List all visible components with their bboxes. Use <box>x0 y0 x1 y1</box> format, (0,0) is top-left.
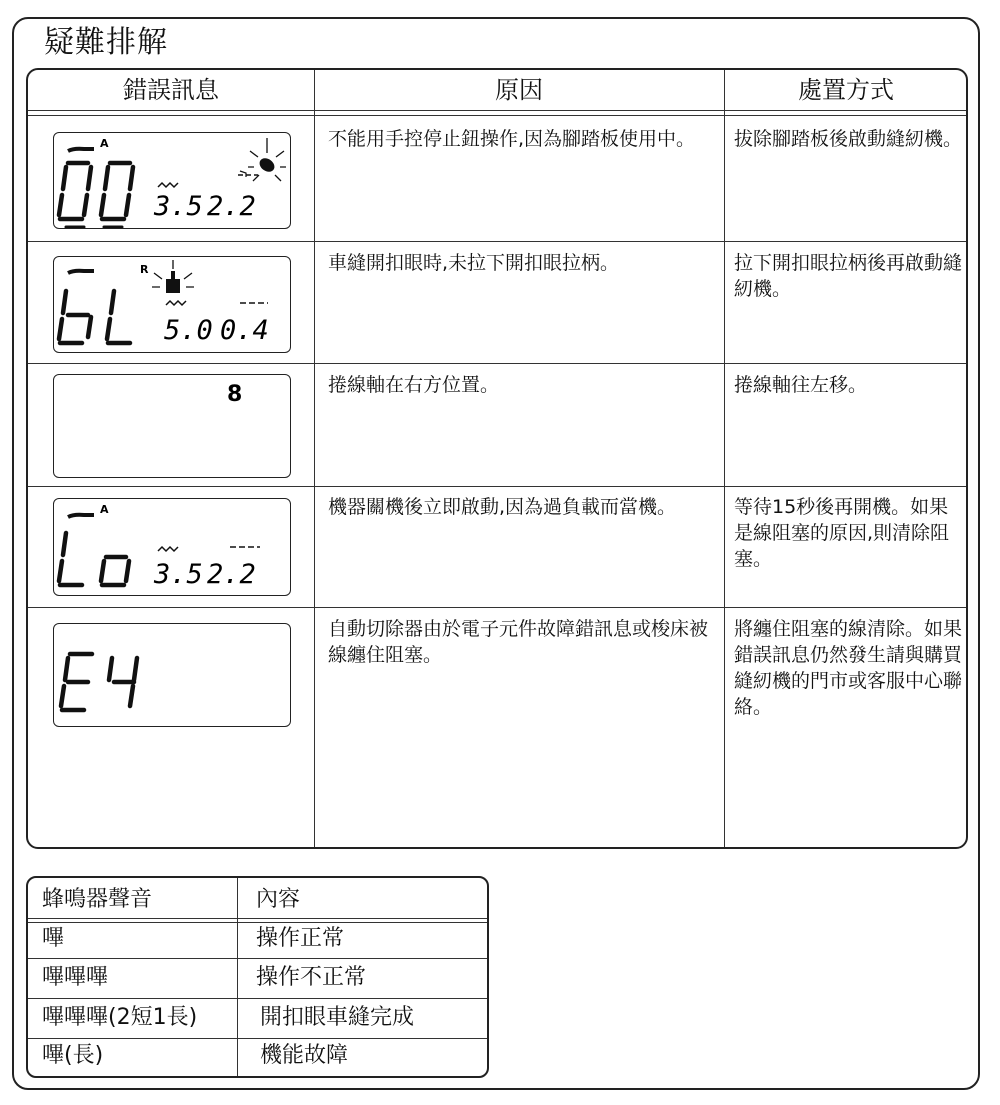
lcd-display-lo <box>53 498 291 596</box>
row-divider <box>28 607 966 608</box>
lcd-display-bobbin <box>53 374 291 478</box>
lcd-value: 3.5 <box>154 191 203 222</box>
buzzer-content-cell: 操作正常 <box>256 926 345 951</box>
solution-text: 拔除腳踏板後啟動縫紉機。 <box>734 128 963 150</box>
lcd-value: 0.4 <box>220 315 269 346</box>
row-divider <box>28 486 966 487</box>
lcd-value: 2.2 <box>207 559 256 590</box>
lcd-lo-graphic <box>54 499 290 595</box>
lcd-indicator: A <box>100 137 109 150</box>
lcd-indicator: R <box>140 263 149 276</box>
solution-text: 等待15秒後再開機。如果是線阻塞的原因,則清除阻塞。 <box>734 496 950 570</box>
column-divider <box>314 70 315 847</box>
lcd-value: 5.0 <box>164 315 213 346</box>
lcd-bobbin-graphic <box>54 375 290 477</box>
lcd-bl-graphic <box>54 257 290 352</box>
buzzer-sound-cell: 嗶 <box>42 926 65 951</box>
header-error-message: 錯誤訊息 <box>123 76 219 104</box>
cause-text: 不能用手控停止鈕操作,因為腳踏板使用中。 <box>328 128 696 150</box>
cause-text: 自動切除器由於電子元件故障錯訊息或梭床被線纏住阻塞。 <box>328 618 709 666</box>
cause-text: 車縫開扣眼時,未拉下開扣眼拉柄。 <box>328 252 620 274</box>
buzzer-sound-cell: 嗶嗶嗶(2短1長) <box>42 1005 198 1030</box>
buttonhole-lever-icon <box>152 260 194 293</box>
foot-pedal-icon <box>248 138 286 181</box>
buzzer-content-cell: 操作不正常 <box>256 965 367 990</box>
solution-text: 捲線軸往左移。 <box>734 374 868 396</box>
solution-text: 拉下開扣眼拉柄後再啟動縫紉機。 <box>734 252 963 300</box>
column-divider <box>237 878 238 1076</box>
lcd-indicator: A <box>100 503 109 516</box>
row-divider <box>28 241 966 242</box>
header-buzzer-sound: 蜂鳴器聲音 <box>42 887 153 912</box>
column-divider <box>724 70 725 847</box>
cause-text: 捲線軸在右方位置。 <box>328 374 500 396</box>
cause-text: 機器關機後立即啟動,因為過負載而當機。 <box>328 496 677 518</box>
bobbin-winder-icon: 8 <box>227 382 243 407</box>
buzzer-sound-cell: 嗶(長) <box>42 1043 104 1068</box>
error-table <box>26 68 968 849</box>
lcd-display-00 <box>53 132 291 229</box>
header-solution: 處置方式 <box>798 76 894 104</box>
row-divider <box>28 363 966 364</box>
solution-text: 將纏住阻塞的線清除。如果錯誤訊息仍然發生請與購買縫紉機的門市或客服中心聯絡。 <box>734 618 963 718</box>
buzzer-content-cell: 機能故障 <box>260 1043 349 1068</box>
lcd-00-graphic <box>54 133 290 228</box>
lcd-display-bl <box>53 256 291 353</box>
header-rule <box>28 918 487 919</box>
header-rule <box>28 115 966 116</box>
buzzer-content-cell: 開扣眼車縫完成 <box>260 1005 415 1030</box>
row-divider <box>28 958 487 959</box>
row-divider <box>28 998 487 999</box>
header-content: 內容 <box>256 887 301 912</box>
lcd-e4-graphic <box>54 624 290 726</box>
lcd-value: 2.2 <box>207 191 256 222</box>
buzzer-sound-cell: 嗶嗶嗶 <box>42 965 109 990</box>
header-rule <box>28 110 966 111</box>
lcd-display-e4 <box>53 623 291 727</box>
buzzer-table <box>26 876 489 1078</box>
page-title: 疑難排解 <box>44 25 168 60</box>
header-cause: 原因 <box>495 76 543 104</box>
row-divider <box>28 1038 487 1039</box>
lcd-value: 3.5 <box>154 559 203 590</box>
